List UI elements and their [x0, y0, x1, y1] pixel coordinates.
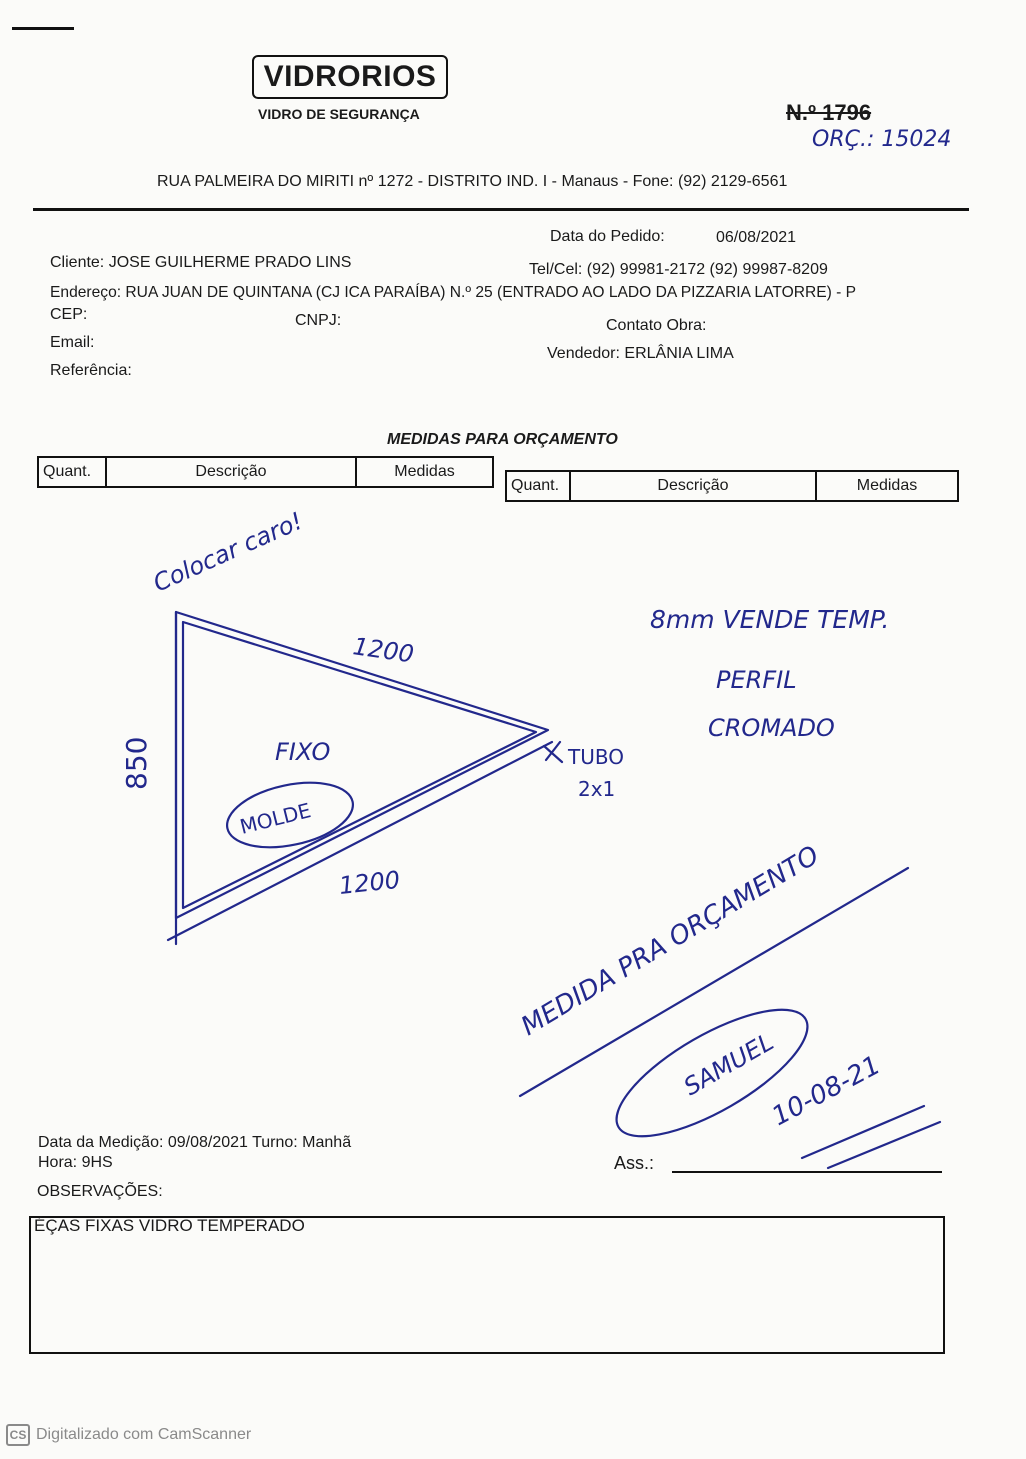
table-header-row — [38, 457, 493, 487]
camscanner-icon: CS — [6, 1424, 30, 1446]
column-measures: Medidas — [356, 457, 493, 487]
measure-time: Hora: 9HS — [38, 1154, 113, 1171]
brand-logo: VIDRORIOS — [252, 55, 448, 99]
column-description: Descrição — [106, 457, 356, 487]
profile-line-1: PERFIL — [716, 666, 797, 694]
fixed-label: FIXO — [275, 738, 331, 766]
signature-label: Ass.: — [614, 1153, 655, 1173]
seller-name: Vendedor: ERLÂNIA LIMA — [547, 345, 734, 362]
cnpj-label: CNPJ: — [295, 312, 342, 329]
header-divider — [33, 208, 969, 211]
client-phone: Tel/Cel: (92) 99981-2172 (92) 99987-8209 — [529, 261, 828, 278]
svg-text:ORÇ.: 15024: ORÇ.: 15024 — [812, 127, 952, 152]
client-name: Cliente: JOSE GUILHERME PRADO LINS — [50, 254, 352, 271]
order-number: N.º 1796 — [786, 100, 872, 125]
order-date: 06/08/2021 — [716, 229, 797, 246]
observations-text: ÉÇAS FIXAS VIDRO TEMPERADO — [34, 1216, 305, 1235]
contact-label: Contato Obra: — [606, 317, 707, 334]
email-label: Email: — [50, 334, 95, 351]
measurements-title: MEDIDAS PARA ORÇAMENTO — [387, 431, 618, 448]
company-address: RUA PALMEIRA DO MIRITI nº 1272 - DISTRITO IND. I - Manaus - Fone: (92) 2129-6561 — [157, 173, 788, 190]
reference-label: Referência: — [50, 362, 132, 379]
column-quantity: Quant. — [38, 457, 106, 487]
signature-name: SAMUEL — [679, 1027, 779, 1102]
signature-line — [672, 1171, 942, 1173]
handwritten-sketch — [0, 500, 1026, 1200]
glass-spec: 8mm VENDE TEMP. — [650, 605, 890, 634]
tube-size: 2x1 — [578, 777, 616, 801]
tube-label: TUBO — [568, 745, 624, 769]
column-quantity: Quant. — [506, 471, 570, 501]
measure-date: Data da Medição: 09/08/2021 Turno: Manhã — [38, 1134, 352, 1151]
note-top: Colocar caro! — [149, 506, 307, 598]
mold-label: MOLDE — [237, 798, 314, 839]
measurements-table-left — [37, 456, 494, 488]
top-side-measure: 1200 — [351, 632, 416, 669]
observations-label: OBSERVAÇÕES: — [37, 1183, 163, 1200]
client-address: Endereço: RUA JUAN DE QUINTANA (CJ ICA PARAÍBA) N.º 25 (ENTRADO AO LADO DA PIZZARIA LATORRE) - P — [50, 284, 857, 301]
profile-line-2: CROMADO — [708, 714, 835, 742]
table-header-row — [506, 471, 958, 501]
diagonal-note: MEDIDA PRA ORÇAMENTO — [516, 840, 825, 1043]
brand-tagline: VIDRO DE SEGURANÇA — [258, 106, 420, 122]
budget-handwritten — [810, 118, 980, 158]
column-measures: Medidas — [816, 471, 958, 501]
scanner-footer — [6, 1424, 251, 1446]
order-date-label: Data do Pedido: — [550, 228, 665, 245]
date-strokes — [802, 1106, 940, 1168]
cep-label: CEP: — [50, 306, 88, 323]
measurements-table-right — [505, 470, 959, 502]
observations-box — [29, 1216, 945, 1354]
scan-mark — [12, 27, 74, 30]
left-side-measure: 850 — [120, 736, 153, 790]
bottom-side-measure: 1200 — [337, 865, 402, 900]
signature-date: 10-08-21 — [767, 1050, 886, 1133]
column-description: Descrição — [570, 471, 816, 501]
scanner-text: Digitalizado com CamScanner — [36, 1426, 252, 1443]
